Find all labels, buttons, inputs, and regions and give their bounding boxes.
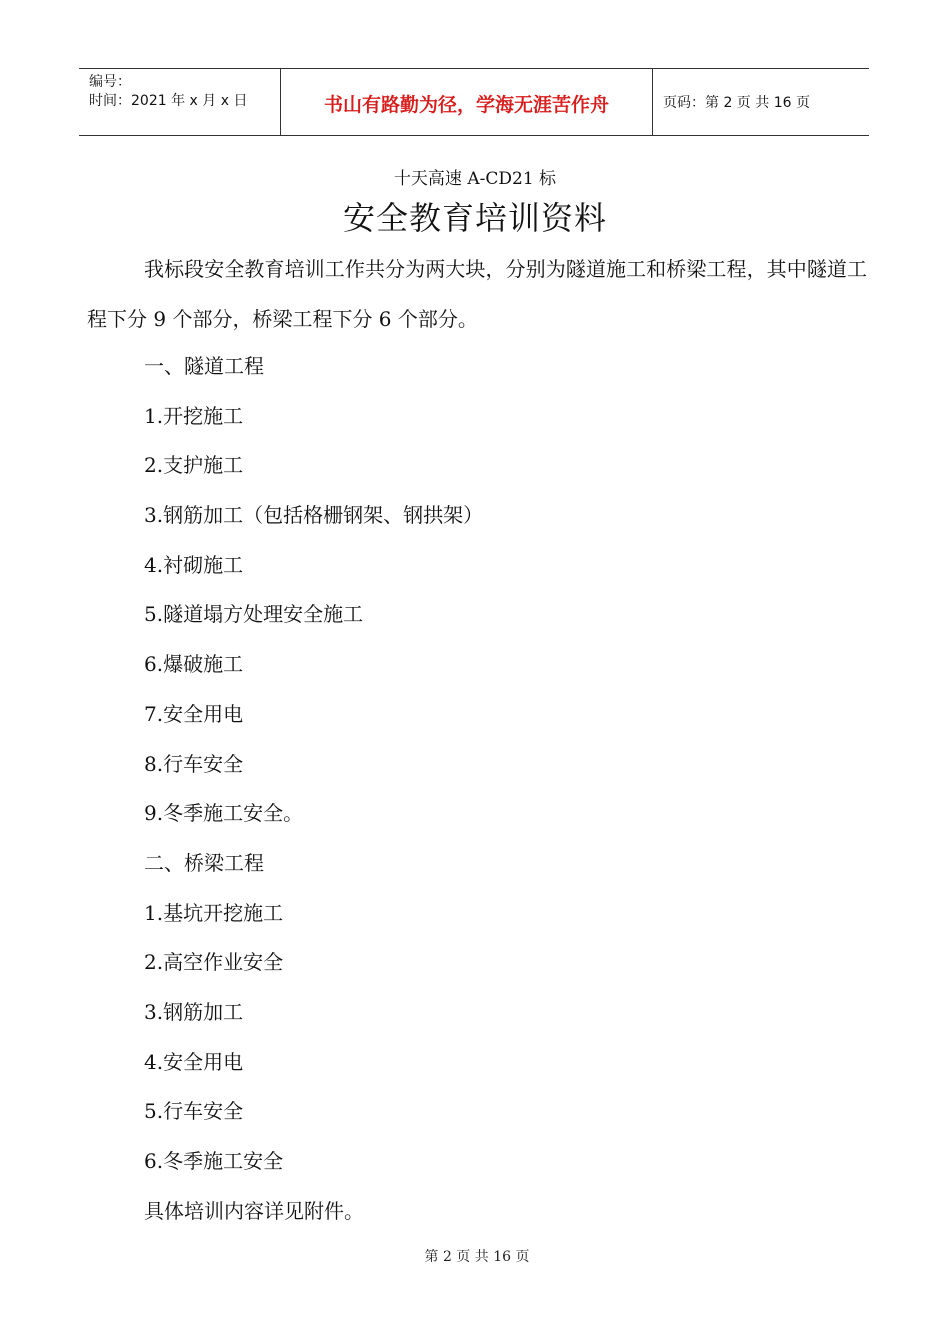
- page-header: [79, 68, 869, 136]
- list-item: 1.基坑开挖施工: [144, 900, 284, 925]
- list-item: 2.支护施工: [144, 453, 244, 478]
- header-meta: [79, 69, 281, 135]
- document-title: 安全教育培训资料: [342, 199, 607, 237]
- training-outline: [144, 342, 483, 1236]
- list-item: 4.衬砌施工: [144, 552, 244, 577]
- section-heading-bridge: 二、桥梁工程: [144, 850, 264, 875]
- header-page-info: 页码：第 2 页 共 16 页: [663, 95, 810, 111]
- list-item: 6.爆破施工: [144, 652, 244, 677]
- list-item: 6.冬季施工安全: [144, 1149, 284, 1173]
- list-item: 3.钢筋加工: [144, 999, 244, 1024]
- list-item: 5.隧道塌方处理安全施工: [144, 602, 364, 627]
- section-heading-tunnel: 一、隧道工程: [144, 354, 264, 378]
- document-number-label: 编号：: [89, 74, 131, 90]
- document-date-label: 时间：2021 年 x 月 x 日: [89, 93, 248, 109]
- intro-paragraph: 我标段安全教育培训工作共分为两大块，分别为隧道施工和桥梁工程，其中隧道工程下分 9 个部分，桥梁工程下分 6 个部分。: [87, 257, 867, 331]
- list-item: 8.行车安全: [144, 751, 244, 776]
- list-item: 2.高空作业安全: [144, 950, 284, 975]
- page-footer: 第 2 页 共 16 页: [424, 1249, 530, 1265]
- list-item: 9.冬季施工安全。: [144, 801, 304, 826]
- document-subtitle: 十天高速 A-CD21 标: [393, 169, 557, 189]
- header-motto: 书山有路勤为径，学海无涯苦作舟: [281, 69, 653, 135]
- list-item: 5.行车安全: [144, 1099, 244, 1124]
- list-item: 4.安全用电: [144, 1049, 244, 1074]
- list-item: 3.钢筋加工（包括格栅钢架、钢拱架）: [144, 503, 484, 528]
- closing-note: 具体培训内容详见附件。: [144, 1198, 364, 1223]
- list-item: 1.开挖施工: [144, 403, 244, 428]
- list-item: 7.安全用电: [144, 701, 244, 726]
